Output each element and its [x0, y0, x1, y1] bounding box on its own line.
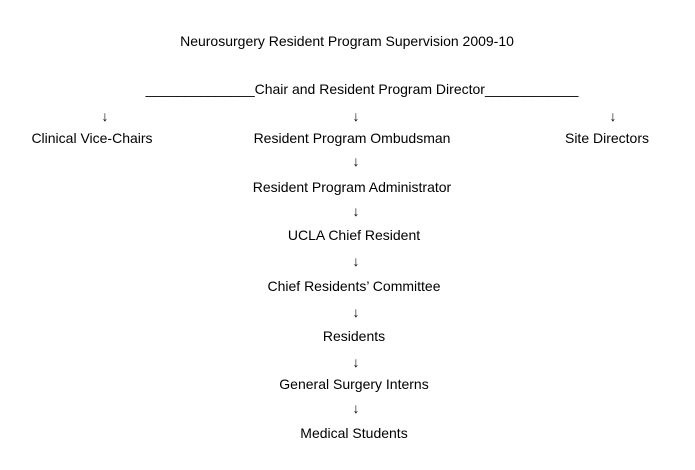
down-arrow-icon: ↓	[352, 253, 360, 269]
medical-students-node: Medical Students	[300, 425, 408, 441]
chief-residents-committee-node: Chief Residents’ Committee	[267, 278, 441, 294]
down-arrow-icon: ↓	[352, 400, 360, 416]
chair-left-underscores: ______________	[145, 81, 255, 97]
general-surgery-interns-node: General Surgery Interns	[279, 376, 429, 392]
chair-right-underscores: ____________	[484, 81, 579, 97]
down-arrow-icon: ↓	[352, 354, 360, 370]
chair-and-director-node	[146, 77, 579, 101]
down-arrow-icon: ↓	[101, 108, 109, 124]
clinical-vice-chairs-node: Clinical Vice-Chairs	[31, 130, 153, 146]
site-directors-node: Site Directors	[564, 130, 650, 146]
chair-label: Chair and Resident Program Director	[254, 81, 485, 97]
ucla-chief-resident-node: UCLA Chief Resident	[287, 227, 421, 243]
down-arrow-icon: ↓	[609, 108, 617, 124]
down-arrow-icon: ↓	[352, 153, 360, 169]
resident-program-administrator-node: Resident Program Administrator	[252, 179, 452, 195]
down-arrow-icon: ↓	[352, 108, 360, 124]
down-arrow-icon: ↓	[352, 304, 360, 320]
down-arrow-icon: ↓	[352, 203, 360, 219]
page-title: Neurosurgery Resident Program Supervision 2009-10	[180, 33, 514, 49]
residents-node: Residents	[322, 328, 386, 344]
resident-program-ombudsman-node: Resident Program Ombudsman	[253, 130, 451, 146]
